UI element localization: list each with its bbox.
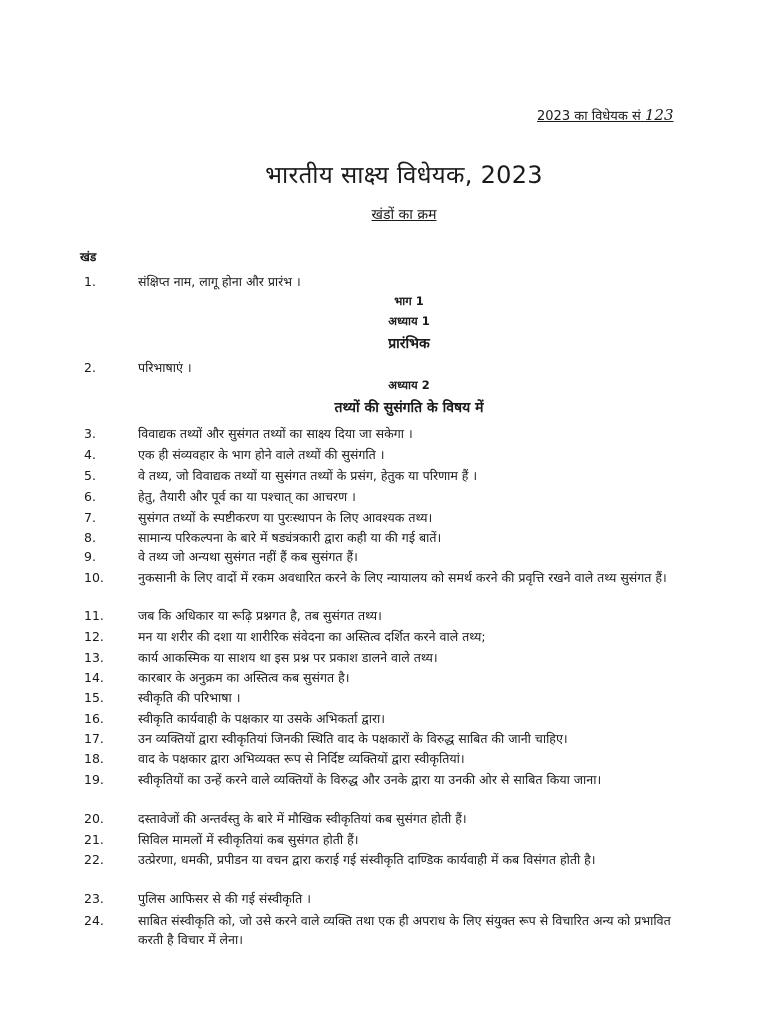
chapter-heading: अध्याय 1 (388, 314, 430, 328)
chapter-title: तथ्यों की सुसंगति के विषय में (334, 400, 484, 416)
section-text: स्वीकृतियों का उन्हें करने वाले व्यक्तियों के विरुद्ध और उनके द्वारा या उनकी ओर से साबित किया जाना। (138, 772, 602, 787)
chapter-heading: अध्याय 2 (388, 378, 430, 392)
section-text: वे तथ्य जो अन्यथा सुसंगत नहीं हैं कब सुसंगत हैं। (138, 549, 358, 564)
section-number: 22. (84, 852, 104, 867)
section-text: संक्षिप्त नाम, लागू होना और प्रारंभ । (138, 274, 301, 289)
section-text: कारबार के अनुक्रम का अस्तित्व कब सुसंगत है। (138, 670, 350, 685)
section-text: पुलिस आफिसर से की गई संस्वीकृति । (138, 891, 311, 906)
section-text: मन या शरीर की दशा या शारीरिक संवेदना का अस्तित्व दर्शित करने वाले तथ्य; (138, 629, 486, 644)
section-number: 15. (84, 690, 104, 705)
section-number: 2. (84, 360, 96, 375)
section-number: 19. (84, 772, 104, 787)
section-text: सामान्य परिकल्पना के बारे में षड्यंत्रकारी द्वारा कही या की गई बातें। (138, 530, 442, 545)
part-heading: भाग 1 (394, 294, 424, 308)
section-number: 13. (84, 650, 104, 665)
section-number: 9. (84, 549, 96, 564)
section-number: 4. (84, 447, 96, 462)
document-subtitle: खंडों का क्रम (371, 207, 437, 223)
section-number: 11. (84, 608, 104, 623)
section-text: हेतु, तैयारी और पूर्व का या पश्चात् का आचरण । (138, 489, 356, 504)
section-number: 16. (84, 711, 104, 726)
section-text: एक ही संव्यवहार के भाग होने वाले तथ्यों की सुसंगति । (138, 447, 385, 462)
section-text: दस्तावेजों की अन्तर्वस्तु के बारे में मौखिक स्वीकृतियां कब सुसंगत होती हैं। (138, 811, 467, 826)
section-number: 6. (84, 489, 96, 504)
section-text: सुसंगत तथ्यों के स्पष्टीकरण या पुरःस्थापन के लिए आवश्यक तथ्य। (138, 510, 433, 525)
bill-number-handwritten: 123 (644, 106, 674, 124)
chapter-title: प्रारंभिक (388, 336, 430, 352)
section-number: 23. (84, 891, 104, 906)
section-number: 20. (84, 811, 104, 826)
section-number: 21. (84, 832, 104, 847)
section-text: उन व्यक्तियों द्वारा स्वीकृतियां जिनकी स्थिति वाद के पक्षकारों के विरुद्ध साबित की जानी चाहिए। (138, 731, 568, 746)
section-text: सिविल मामलों में स्वीकृतियां कब सुसंगत होती हैं। (138, 832, 359, 847)
section-number: 3. (84, 426, 96, 441)
bill-number (537, 106, 674, 124)
section-number: 17. (84, 731, 104, 746)
section-number: 10. (84, 570, 104, 585)
section-text: परिभाषाएं । (138, 360, 192, 375)
section-text: नुकसानी के लिए वादों में रकम अवधारित करने के लिए न्यायालय को समर्थ करने की प्रवृत्ति रखने वाले तथ्य सुसंगत हैं। (138, 570, 667, 585)
section-number: 7. (84, 510, 96, 525)
document-title: भारतीय साक्ष्य विधेयक, 2023 (265, 161, 543, 189)
section-text: विवाद्यक तथ्यों और सुसंगत तथ्यों का साक्ष्य दिया जा सकेगा । (138, 426, 413, 441)
section-number: 14. (84, 670, 104, 685)
section-text: स्वीकृति कार्यवाही के पक्षकार या उसके अभिकर्ता द्वारा। (138, 711, 386, 726)
section-text: वे तथ्य, जो विवाद्यक तथ्यों या सुसंगत तथ्यों के प्रसंग, हेतुक या परिणाम हैं । (138, 468, 478, 483)
section-number: 8. (84, 530, 96, 545)
section-text: जब कि अधिकार या रूढ़ि प्रश्नगत है, तब सुसंगत तथ्य। (138, 608, 382, 623)
section-text: साबित संस्वीकृति को, जो उसे करने वाले व्यक्ति तथा एक ही अपराध के लिए संयुक्त रूप से विचारित अन्य को प्रभावित करती है विचार में लेना। (138, 913, 671, 947)
section-text: कार्य आकस्मिक या साशय था इस प्रश्न पर प्रकाश डालने वाले तथ्य। (138, 650, 438, 665)
section-text: उत्प्रेरणा, धमकी, प्रपीडन या वचन द्वारा कराई गई संस्वीकृति दाण्डिक कार्यवाही में कब विसंगत होती है। (138, 852, 596, 867)
section-number: 1. (84, 274, 96, 289)
bill-number-label: 2023 का विधेयक सं (537, 109, 641, 124)
section-column-label: खंड (80, 250, 97, 264)
section-number: 12. (84, 629, 104, 644)
section-number: 24. (84, 913, 104, 928)
section-number: 18. (84, 751, 104, 766)
section-number: 5. (84, 468, 96, 483)
section-text: वाद के पक्षकार द्वारा अभिव्यक्त रूप से निर्दिष्ट व्यक्तियों द्वारा स्वीकृतियां। (138, 751, 465, 766)
section-text: स्वीकृति की परिभाषा । (138, 690, 241, 705)
